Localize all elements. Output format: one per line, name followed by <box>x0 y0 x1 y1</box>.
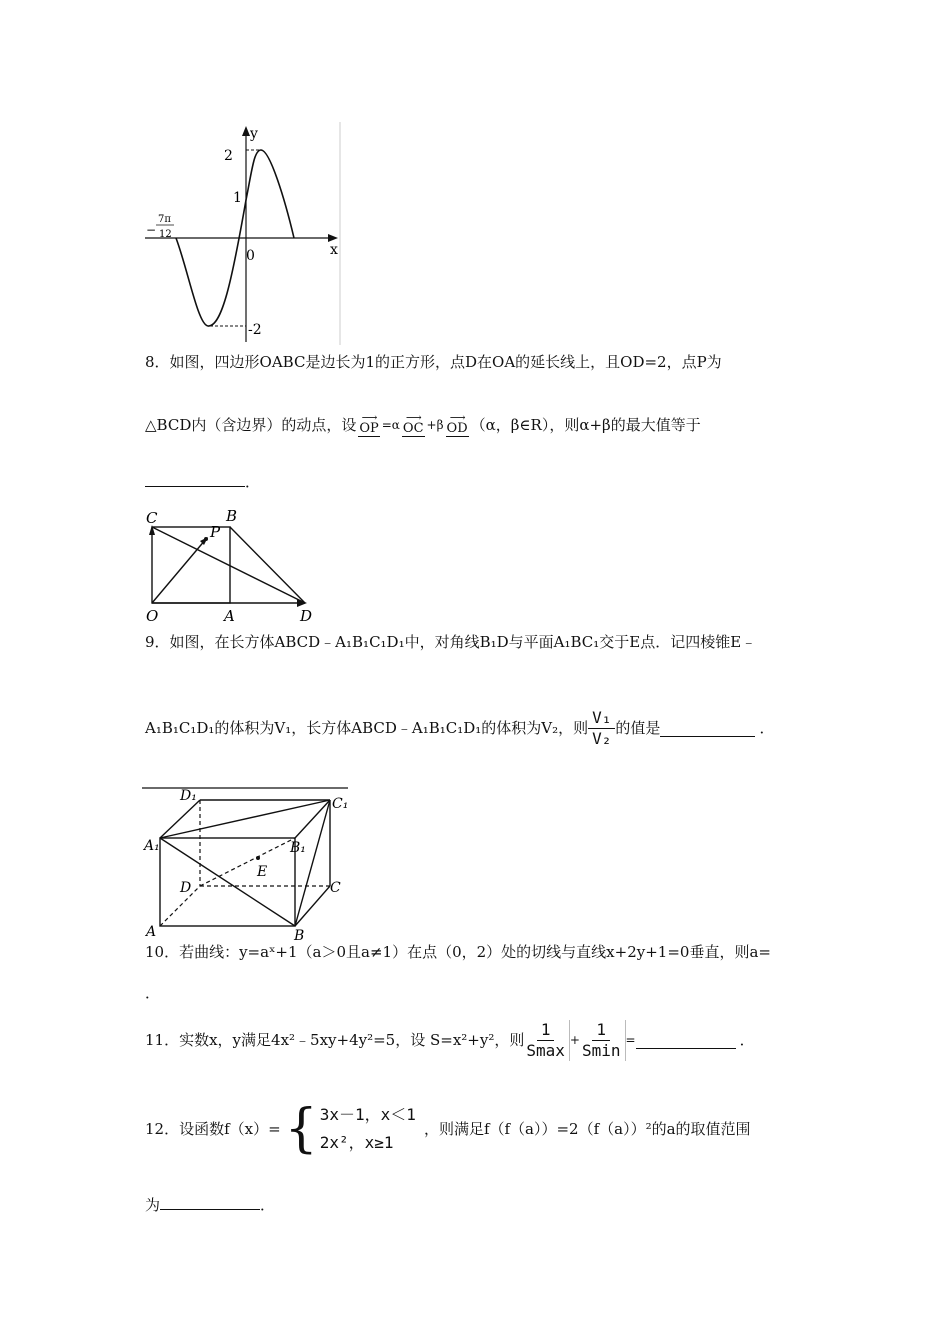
tick-1: 1 <box>233 190 242 206</box>
label-b1: B₁ <box>290 840 306 856</box>
q8-line2 <box>145 408 701 442</box>
sine-graph <box>140 120 350 345</box>
q8-line3: ． <box>145 470 260 492</box>
q12-text-b: ，则满足f（f（a））=2（f（a））²的a的取值范围 <box>423 1120 751 1138</box>
q9-line2-b: 的值是 <box>615 719 661 737</box>
q11-line: 11．实数x，y满足4x²﹣5xy+4y²=5，设 S=x²+y²，则 $\frac{1}{Smax}$ + $\frac{1}{Smin}$ = ． <box>145 1019 755 1060</box>
piecewise-brace: { <box>284 1099 318 1159</box>
q11-text: 11．实数x，y满足4x²﹣5xy+4y²=5，设 S=x²+y²，则 <box>145 1031 525 1049</box>
label-c1: C₁ <box>332 796 349 812</box>
answer-blank-q12[interactable] <box>160 1193 260 1210</box>
label-b: B <box>294 928 305 940</box>
answer-blank-q11[interactable] <box>636 1032 736 1049</box>
label-a: A <box>146 924 157 940</box>
label-e: E <box>257 864 268 880</box>
q9-line2: A₁B₁C₁D₁的体积为V₁，长方体ABCD﹣A₁B₁C₁D₁的体积为V₂，则 $\frac{\text{V₁}}{\text{V₂}}$ 的值是 ． <box>145 707 775 748</box>
q10-line1: 10．若曲线：y=aˣ+1（a＞0且a≠1）在点（0，2）处的切线与直线x+2y+1=0垂直，则a= <box>145 943 771 961</box>
piecewise-cases <box>320 1101 416 1157</box>
fraction-1-smin: $\frac{1}{Smin}$ <box>580 1020 626 1061</box>
q8-line2-a: △BCD内（含边界）的动点，设 <box>145 416 357 434</box>
label-c: C <box>330 880 341 896</box>
q8-line2-b: （α，β∈R），则α+β的最大值等于 <box>470 416 701 434</box>
label-c: C <box>146 509 158 527</box>
left-x-den: 12 <box>159 229 172 240</box>
q9-line2-a: A₁B₁C₁D₁的体积为V₁，长方体ABCD﹣A₁B₁C₁D₁的体积为V₂，则 <box>145 719 589 737</box>
label-p: P <box>210 523 221 541</box>
fraction-v1-v2: $\frac{\text{V₁}}{\text{V₂}}$ <box>588 708 615 749</box>
q12-line1 <box>145 1095 751 1163</box>
label-a1: A₁ <box>144 838 160 854</box>
q8-plus-beta: +β <box>426 418 444 432</box>
origin-label: 0 <box>246 248 255 264</box>
answer-blank-q9[interactable] <box>660 720 755 737</box>
case-1: 3x－1，x＜1 <box>319 1105 416 1124</box>
case-2: 2x²，x≥1 <box>319 1133 394 1152</box>
q8-eq-alpha: =α <box>381 418 400 432</box>
label-d: D <box>180 880 192 896</box>
tick-2: 2 <box>224 148 233 164</box>
left-x-minus: − <box>146 223 157 237</box>
square-figure <box>140 505 330 625</box>
label-a: A <box>224 607 235 625</box>
vector-op: ⟶ OP <box>359 410 379 436</box>
q10-line2: ． <box>145 984 161 1002</box>
vector-oc: ⟶ OC <box>402 410 424 436</box>
fraction-1-smax: $\frac{1}{Smax}$ <box>524 1020 570 1061</box>
label-o: O <box>146 607 159 625</box>
label-d: D <box>300 607 313 625</box>
answer-blank-q8[interactable] <box>145 470 245 487</box>
x-axis-label: x <box>330 242 338 258</box>
cuboid-figure <box>140 780 355 940</box>
q12-line2: 为 ． <box>145 1193 275 1215</box>
label-d1: D₁ <box>180 788 197 804</box>
vector-od: ⟶ OD <box>446 410 468 436</box>
q9-line1: 9．如图，在长方体ABCD﹣A₁B₁C₁D₁中，对角线B₁D与平面A₁BC₁交于E点．记四棱锥E﹣ <box>145 633 757 651</box>
left-x-num: 7π <box>158 214 171 225</box>
q8-line1: 8．如图，四边形OABC是边长为1的正方形，点D在OA的延长线上，且OD=2，点P为 <box>145 353 722 371</box>
y-axis-label: y <box>250 126 258 142</box>
q12-text-a: 12．设函数f（x）= <box>145 1120 281 1138</box>
label-b: B <box>226 507 238 525</box>
tick-neg2: -2 <box>248 322 262 338</box>
